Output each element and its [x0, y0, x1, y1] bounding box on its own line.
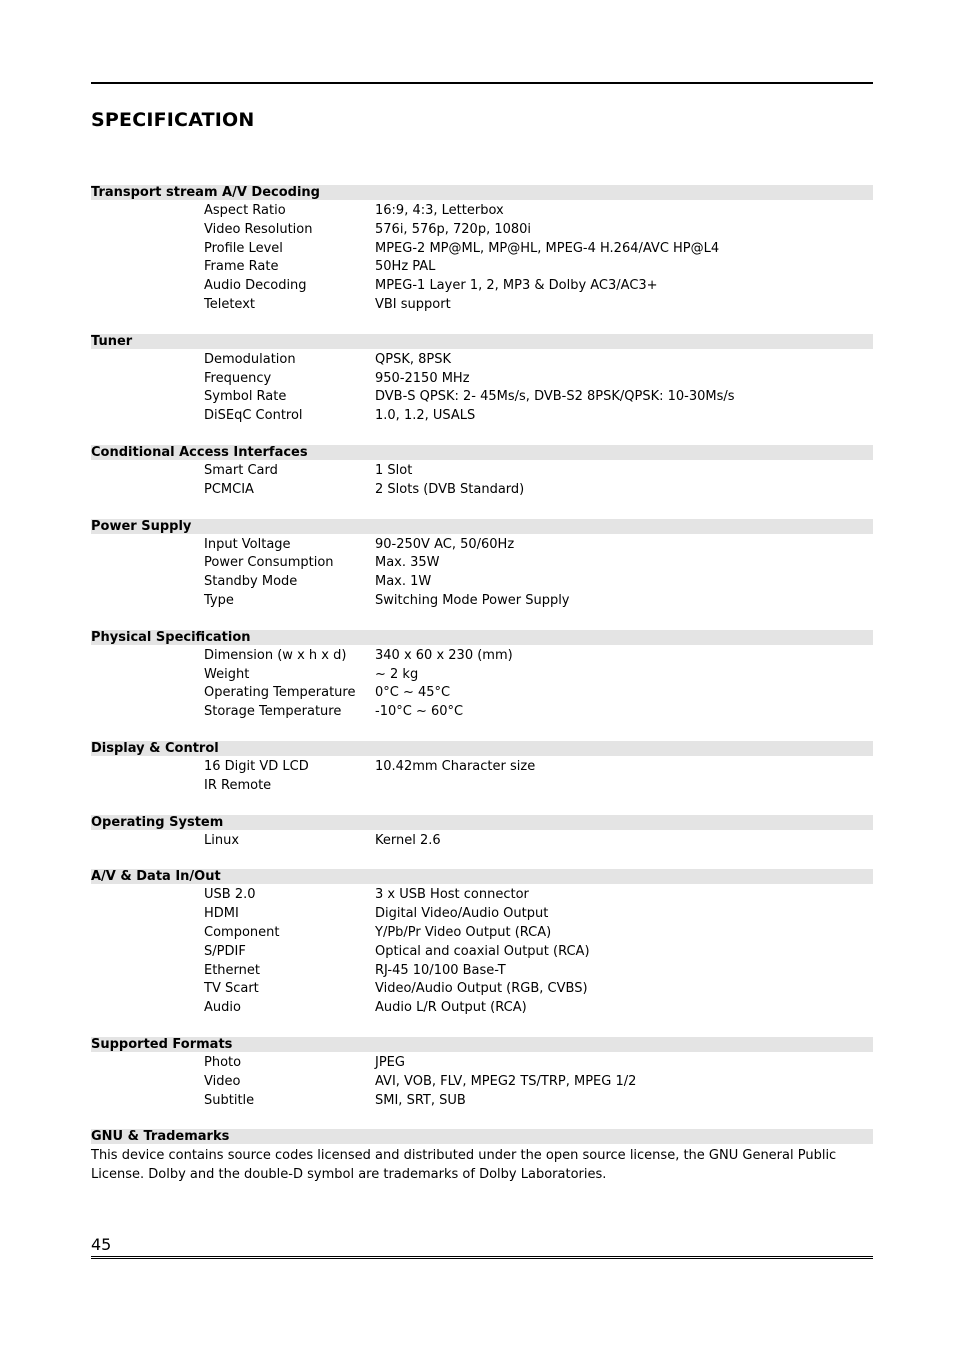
spec-label: Audio Decoding: [204, 278, 307, 294]
spec-value: Video/Audio Output (RGB, CVBS): [375, 981, 588, 997]
spec-label: 16 Digit VD LCD: [204, 758, 309, 774]
spec-label: Weight: [204, 666, 250, 682]
spec-value: ~ 2 kg: [375, 666, 419, 682]
spec-row: [91, 980, 873, 999]
spec-value: 340 x 60 x 230 (mm): [375, 647, 513, 663]
section-header: Transport stream A/V Decoding: [91, 185, 873, 200]
spec-value: RJ-45 10/100 Base-T: [375, 962, 506, 978]
spec-section: [91, 519, 873, 611]
spec-value: AVI, VOB, FLV, MPEG2 TS/TRP, MPEG 1/2: [375, 1073, 637, 1089]
spec-row: [91, 296, 873, 315]
spec-label: DiSEqC Control: [204, 408, 303, 424]
spec-label: Aspect Ratio: [204, 203, 286, 218]
spec-label: Input Voltage: [204, 536, 291, 552]
bottom-rule: [91, 1256, 873, 1257]
spec-label: Operating Temperature: [204, 685, 356, 701]
spec-value: MPEG-1 Layer 1, 2, MP3 & Dolby AC3/AC3+: [375, 278, 658, 294]
spec-value: 1 Slot: [375, 462, 413, 478]
spec-row: [91, 351, 873, 370]
spec-label: Frequency: [204, 370, 272, 386]
spec-value: Kernel 2.6: [375, 832, 441, 848]
spec-value: 950-2150 MHz: [375, 370, 470, 386]
spec-value: 16:9, 4:3, Letterbox: [375, 203, 504, 218]
spec-label: Power Consumption: [204, 555, 334, 571]
section-header: Tuner: [91, 334, 873, 349]
gnu-text: This device contains source codes licensed and distributed under the open source license, the GNU General Public License. Dolby and the double-D symbol are trademarks of Dolby Laboratories.: [91, 1148, 837, 1182]
spec-label: Photo: [204, 1054, 242, 1070]
spec-label: Video Resolution: [204, 221, 313, 237]
page-number: 45: [91, 1235, 112, 1254]
spec-label: Smart Card: [204, 462, 278, 478]
spec-value: 2 Slots (DVB Standard): [375, 481, 525, 497]
spec-sections: [91, 185, 873, 1203]
spec-label: Demodulation: [204, 351, 296, 367]
top-rule: [91, 82, 873, 84]
section-header: GNU & Trademarks: [91, 1129, 873, 1144]
spec-value: Audio L/R Output (RCA): [375, 1000, 527, 1016]
spec-label: PCMCIA: [204, 481, 254, 497]
spec-value: SMI, SRT, SUB: [375, 1092, 466, 1108]
spec-row: [91, 462, 873, 481]
spec-row: [91, 592, 873, 611]
spec-label: Storage Temperature: [204, 704, 342, 720]
spec-value: 50Hz PAL: [375, 259, 436, 275]
spec-row: [91, 905, 873, 924]
spec-value: 10.42mm Character size: [375, 758, 536, 774]
spec-value: Y/Pb/Pr Video Output (RCA): [375, 924, 552, 940]
spec-row: [91, 1054, 873, 1073]
spec-label: Video: [204, 1073, 241, 1089]
spec-label: Type: [204, 592, 234, 608]
spec-row: [91, 277, 873, 296]
spec-section: [91, 741, 873, 796]
section-header: Conditional Access Interfaces: [91, 445, 873, 460]
section-header: Power Supply: [91, 519, 873, 534]
spec-row: [91, 758, 873, 777]
spec-value: 3 x USB Host connector: [375, 887, 529, 903]
spec-label: USB 2.0: [204, 887, 256, 903]
spec-value: JPEG: [375, 1054, 405, 1070]
spec-row: [91, 407, 873, 426]
spec-label: IR Remote: [204, 777, 272, 793]
spec-label: Subtitle: [204, 1092, 255, 1108]
section-header: Operating System: [91, 815, 873, 830]
spec-section: [91, 1037, 873, 1110]
bottom-rule-double: [91, 1258, 873, 1259]
section-header: Physical Specification: [91, 630, 873, 645]
spec-value: DVB-S QPSK: 2- 45Ms/s, DVB-S2 8PSK/QPSK: 10-30Ms/s: [375, 389, 735, 405]
spec-row: [91, 573, 873, 592]
spec-section: [91, 869, 873, 1018]
spec-row: [91, 388, 873, 407]
spec-row: [91, 684, 873, 703]
spec-label: Audio: [204, 1000, 241, 1016]
spec-row: [91, 536, 873, 555]
spec-row: [91, 1073, 873, 1092]
section-header: Supported Formats: [91, 1037, 873, 1052]
spec-row: [91, 221, 873, 240]
section-header: A/V & Data In/Out: [91, 869, 873, 884]
spec-label: Teletext: [204, 296, 255, 312]
spec-label: Symbol Rate: [204, 389, 287, 405]
spec-label: Component: [204, 924, 280, 940]
spec-row: [91, 202, 873, 221]
spec-label: HDMI: [204, 906, 239, 922]
spec-label: TV Scart: [204, 981, 259, 997]
spec-row: [91, 962, 873, 981]
spec-value: 1.0, 1.2, USALS: [375, 408, 476, 424]
spec-value: MPEG-2 MP@ML, MP@HL, MPEG-4 H.264/AVC HP@L4: [375, 240, 720, 256]
spec-value: Digital Video/Audio Output: [375, 906, 549, 922]
spec-value: -10°C ~ 60°C: [375, 704, 464, 720]
spec-value: Optical and coaxial Output (RCA): [375, 943, 590, 959]
spec-row: [91, 832, 873, 851]
spec-section: [91, 630, 873, 722]
spec-row: [91, 924, 873, 943]
spec-row: [91, 370, 873, 389]
spec-row: [91, 481, 873, 500]
spec-row: [91, 777, 873, 796]
spec-section: [91, 334, 873, 426]
spec-section: [91, 185, 873, 315]
spec-row: [91, 999, 873, 1018]
spec-row: [91, 1092, 873, 1111]
spec-value: Switching Mode Power Supply: [375, 592, 570, 608]
spec-row: [91, 554, 873, 573]
spec-section: [91, 815, 873, 851]
spec-value: QPSK, 8PSK: [375, 351, 452, 367]
spec-label: Frame Rate: [204, 259, 279, 275]
section-header: Display & Control: [91, 741, 873, 756]
spec-row: [91, 258, 873, 277]
spec-label: Ethernet: [204, 962, 260, 978]
spec-label: Profile Level: [204, 240, 283, 256]
spec-row: [91, 703, 873, 722]
section-gnu-trademarks: [91, 1129, 873, 1184]
spec-value: 576i, 576p, 720p, 1080i: [375, 221, 532, 237]
spec-label: Dimension (w x h x d): [204, 647, 347, 663]
spec-value: Max. 1W: [375, 574, 432, 590]
spec-value: Max. 35W: [375, 555, 440, 571]
spec-value: 90-250V AC, 50/60Hz: [375, 536, 515, 552]
spec-row: [91, 886, 873, 905]
spec-value: VBI support: [375, 296, 451, 312]
spec-value: 0°C ~ 45°C: [375, 685, 451, 701]
page-title: SPECIFICATION: [91, 109, 255, 131]
spec-label: Standby Mode: [204, 574, 298, 590]
spec-label: Linux: [204, 832, 240, 848]
spec-row: [91, 943, 873, 962]
spec-row: [91, 666, 873, 685]
spec-section: [91, 445, 873, 500]
spec-row: [91, 240, 873, 259]
spec-label: S/PDIF: [204, 943, 246, 959]
spec-row: [91, 647, 873, 666]
